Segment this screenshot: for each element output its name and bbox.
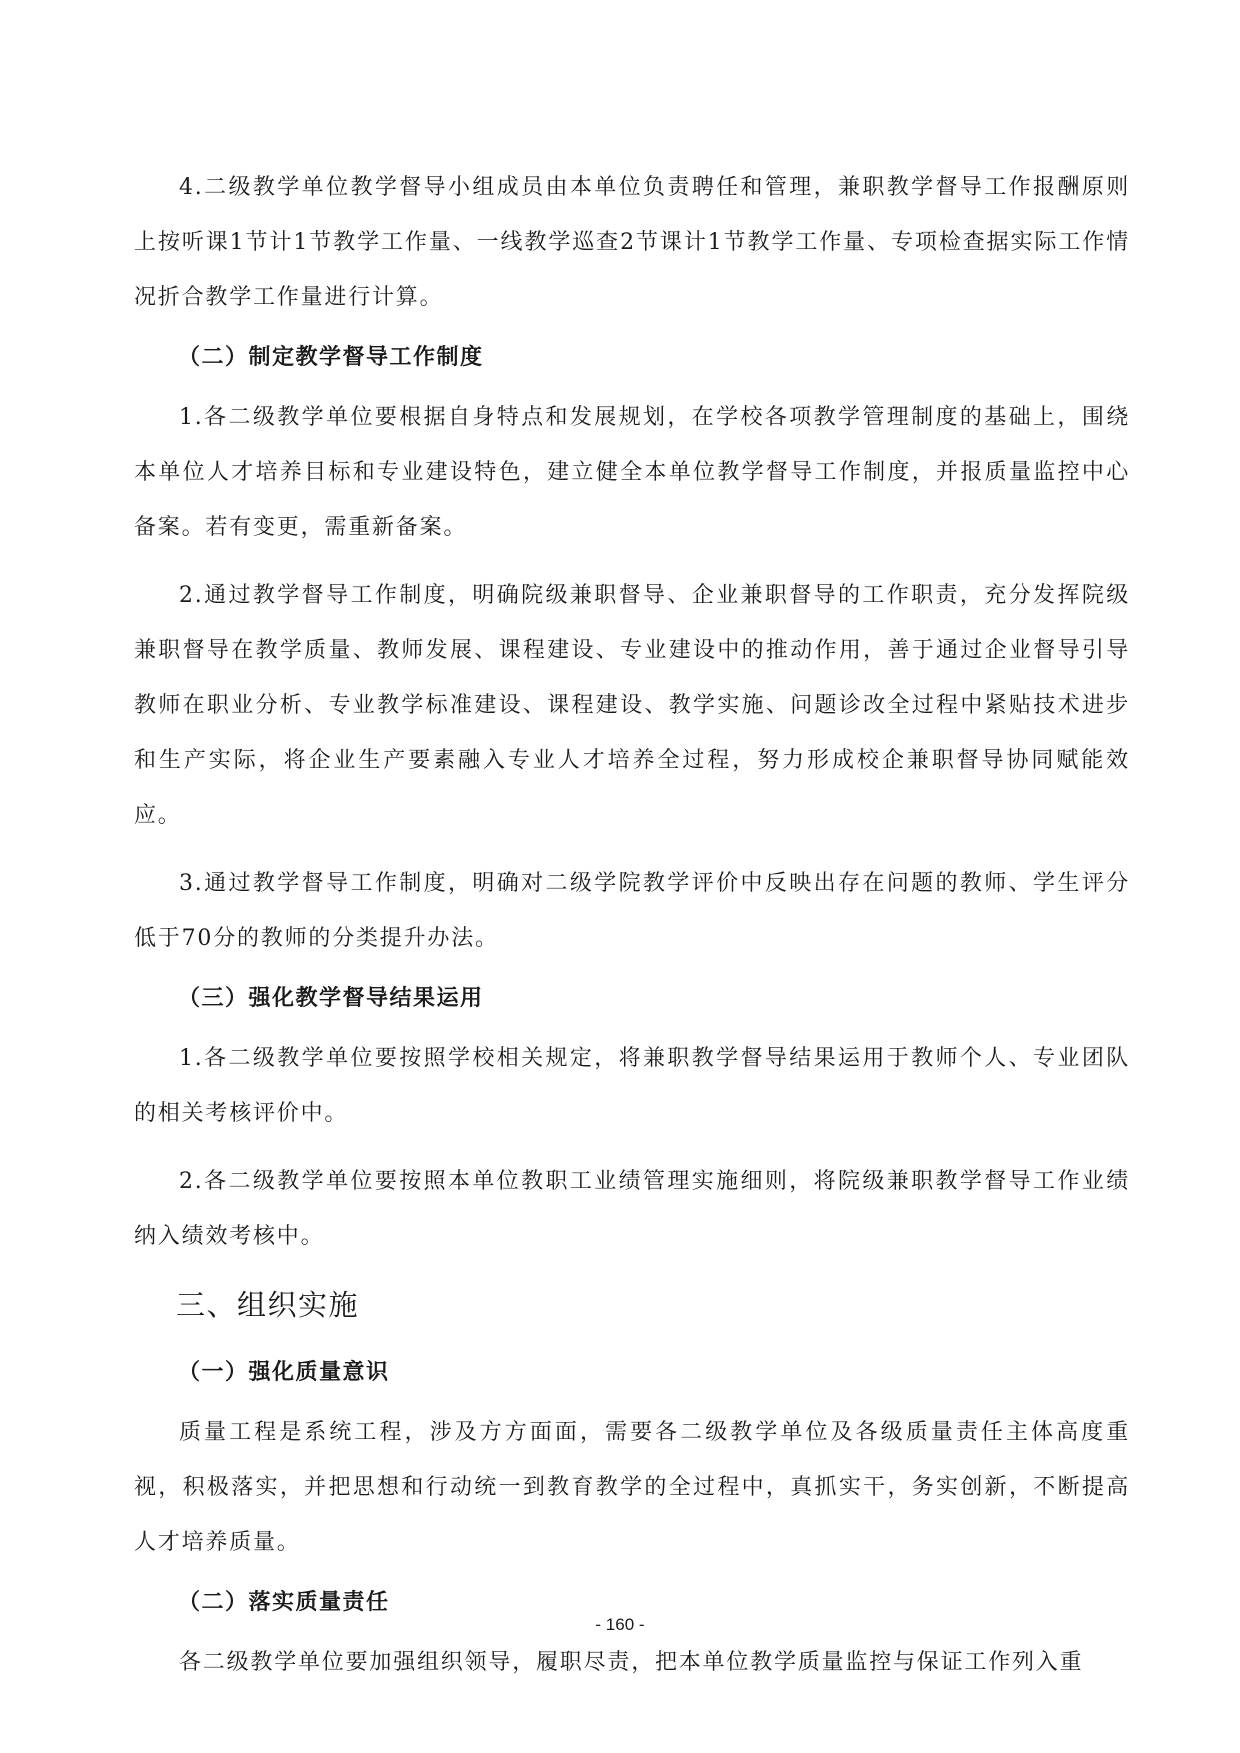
subheading-formulate-system: （二）制定教学督导工作制度: [178, 345, 484, 370]
document-body: [134, 160, 1130, 1703]
paragraph-supervisor-remuneration: 4.二级教学单位教学督导小组成员由本单位负责聘任和管理，兼职教学督导工作报酬原则上按听课1节计1节教学工作量、一线教学巡查2节课计1节教学工作量、专项检查据实际工作情况折合教学工作量进行计算。: [134, 175, 1130, 310]
section-heading-organization: 三、组织实施: [176, 1288, 360, 1322]
paragraph-clarify-duties: 2.通过教学督导工作制度，明确院级兼职督导、企业兼职督导的工作职责，充分发挥院级兼职督导在教学质量、教师发展、课程建设、专业建设中的推动作用，善于通过企业督导引导教师在职业分析、专业教学标准建设、课程建设、教学实施、问题诊改全过程中紧贴技术进步和生产实际，将企业生产要素融入专业人才培养全过程，努力形成校企兼职督导协同赋能效应。: [134, 583, 1130, 828]
paragraph-quality-engineering: 质量工程是系统工程，涉及方方面面，需要各二级教学单位及各级质量责任主体高度重视，积极落实，并把思想和行动统一到教育教学的全过程中，真抓实干，务实创新，不断提高人才培养质量。: [134, 1420, 1130, 1555]
page-number: - 160 -: [595, 1615, 645, 1634]
subheading-apply-results: （三）强化教学督导结果运用: [178, 986, 484, 1011]
paragraph-improvement-measures: 3.通过教学督导工作制度，明确对二级学院教学评价中反映出存在问题的教师、学生评分低于70分的教师的分类提升办法。: [134, 871, 1130, 951]
paragraph-establish-system: 1.各二级教学单位要根据自身特点和发展规划，在学校各项教学管理制度的基础上，围绕本单位人才培养目标和专业建设特色，建立健全本单位教学督导工作制度，并报质量监控中心备案。若有变更，需重新备案。: [134, 405, 1130, 540]
subheading-quality-awareness: （一）强化质量意识: [178, 1360, 390, 1385]
subheading-quality-responsibility: （二）落实质量责任: [178, 1590, 390, 1615]
paragraph-organization-leadership: 各二级教学单位要加强组织领导，履职尽责，把本单位教学质量监控与保证工作列入重: [179, 1650, 1084, 1675]
paragraph-performance-assessment: 2.各二级教学单位要按照本单位教职工业绩管理实施细则，将院级兼职教学督导工作业绩纳入绩效考核中。: [134, 1169, 1130, 1249]
paragraph-results-evaluation: 1.各二级教学单位要按照学校相关规定，将兼职教学督导结果运用于教师个人、专业团队的相关考核评价中。: [134, 1046, 1130, 1126]
